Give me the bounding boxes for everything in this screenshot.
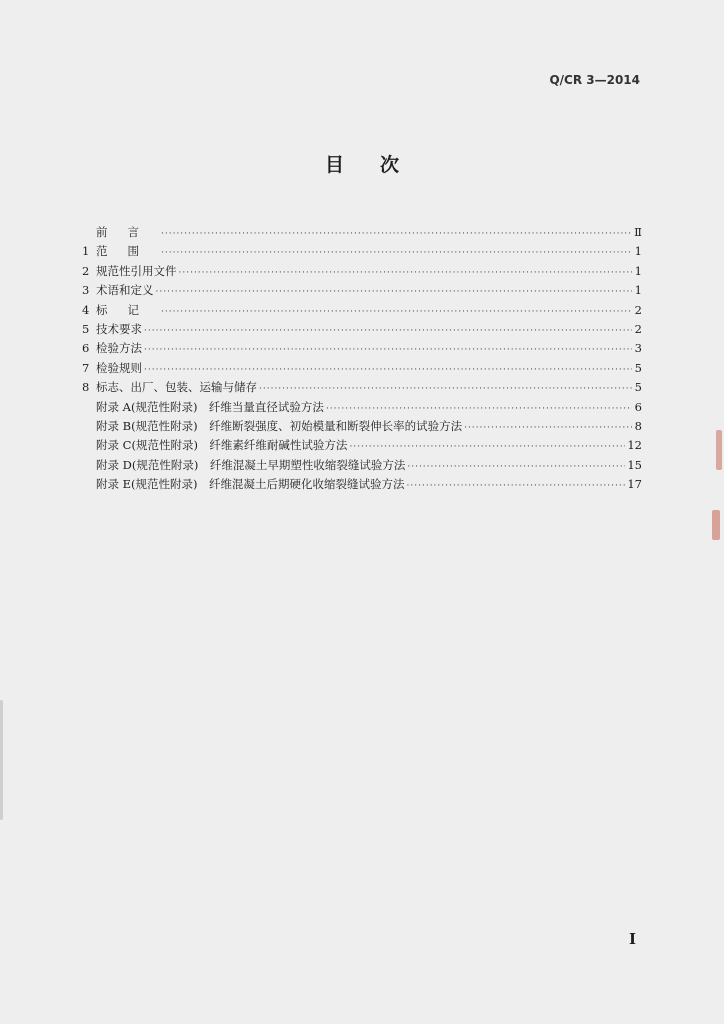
toc-entry-label: 前言 <box>96 225 159 239</box>
toc-leader-dots <box>179 268 633 278</box>
toc-entry-label: 标志、出厂、包装、运输与储存 <box>96 380 257 395</box>
toc-entry-page: 6 <box>634 399 642 414</box>
toc-entry-label: 规范性引用文件 <box>96 263 177 278</box>
toc-entry-page: 15 <box>627 457 642 472</box>
red-mark <box>712 510 720 540</box>
toc-entry-label: 范围 <box>96 244 159 259</box>
toc-entry-page: 2 <box>634 321 642 336</box>
toc-entry-number: 6 <box>82 341 90 356</box>
toc-entry-label: 附录 E(规范性附录) 纤维混凝土后期硬化收缩裂缝试验方法 <box>96 477 405 492</box>
toc-entry[interactable] <box>82 399 642 418</box>
toc-entry[interactable] <box>82 302 642 321</box>
toc-entry[interactable] <box>82 340 642 359</box>
toc-entry-number: 3 <box>82 283 90 298</box>
toc-entry-page: 1 <box>634 263 642 278</box>
toc-leader-dots <box>144 365 632 375</box>
toc-entry[interactable] <box>82 360 642 379</box>
toc-entry-label: 附录 B(规范性附录) 纤维断裂强度、初始模量和断裂伸长率的试验方法 <box>96 418 463 433</box>
toc-leader-dots <box>144 326 632 336</box>
toc-entry-number: 4 <box>82 302 90 317</box>
toc-entry-page: 17 <box>627 477 642 492</box>
toc-entry-number: 5 <box>82 321 90 336</box>
toc-entry[interactable] <box>82 282 642 301</box>
toc-leader-dots <box>144 345 632 355</box>
toc-entry[interactable] <box>82 243 642 262</box>
toc-leader-dots <box>349 442 625 452</box>
toc-leader-dots <box>326 404 632 414</box>
document-code: Q/CR 3—2014 <box>549 73 640 87</box>
toc-entry-number: 1 <box>82 244 90 259</box>
toc-leader-dots <box>259 384 632 394</box>
toc-entry-page: 5 <box>634 380 642 395</box>
toc-entry[interactable] <box>82 457 642 476</box>
toc-leader-dots <box>161 248 632 258</box>
toc-entry[interactable] <box>82 379 642 398</box>
toc-leader-dots <box>464 423 632 433</box>
toc-entry[interactable] <box>82 437 642 456</box>
toc-leader-dots <box>161 307 632 317</box>
page-title: 目次 <box>324 154 435 176</box>
toc-leader-dots <box>156 287 633 297</box>
toc-leader-dots <box>407 481 626 491</box>
toc-entry-page: 3 <box>634 341 642 356</box>
toc-entry-number: 2 <box>82 263 90 278</box>
toc-entry-label: 术语和定义 <box>96 283 154 298</box>
table-of-contents <box>82 224 642 495</box>
toc-entry-page: 8 <box>634 418 642 433</box>
toc-entry[interactable] <box>82 263 642 282</box>
red-mark <box>716 430 722 470</box>
toc-entry-number: 7 <box>82 360 90 375</box>
toc-entry-page: Ⅱ <box>634 225 642 239</box>
edge-shadow <box>0 700 3 820</box>
toc-entry-page: 1 <box>634 244 642 259</box>
page-number: I <box>628 930 636 948</box>
toc-entry-page: 5 <box>634 360 642 375</box>
toc-entry[interactable] <box>82 418 642 437</box>
toc-entry-label: 附录 A(规范性附录) 纤维当量直径试验方法 <box>96 399 324 414</box>
toc-entry-number: 8 <box>82 380 90 395</box>
toc-entry-page: 1 <box>634 283 642 298</box>
toc-leader-dots <box>407 462 625 472</box>
toc-entry-label: 技术要求 <box>96 321 142 336</box>
toc-entry[interactable] <box>82 224 642 243</box>
toc-entry-label: 标记 <box>96 302 159 317</box>
toc-entry-label: 检验方法 <box>96 341 142 356</box>
toc-leader-dots <box>161 229 632 239</box>
toc-entry[interactable] <box>82 321 642 340</box>
toc-entry-page: 2 <box>634 302 642 317</box>
toc-entry-page: 12 <box>627 438 642 453</box>
toc-entry-label: 附录 D(规范性附录) 纤维混凝土早期塑性收缩裂缝试验方法 <box>96 457 406 472</box>
toc-entry[interactable] <box>82 476 642 495</box>
toc-entry-label: 附录 C(规范性附录) 纤维素纤维耐碱性试验方法 <box>96 438 348 453</box>
toc-entry-label: 检验规则 <box>96 360 142 375</box>
